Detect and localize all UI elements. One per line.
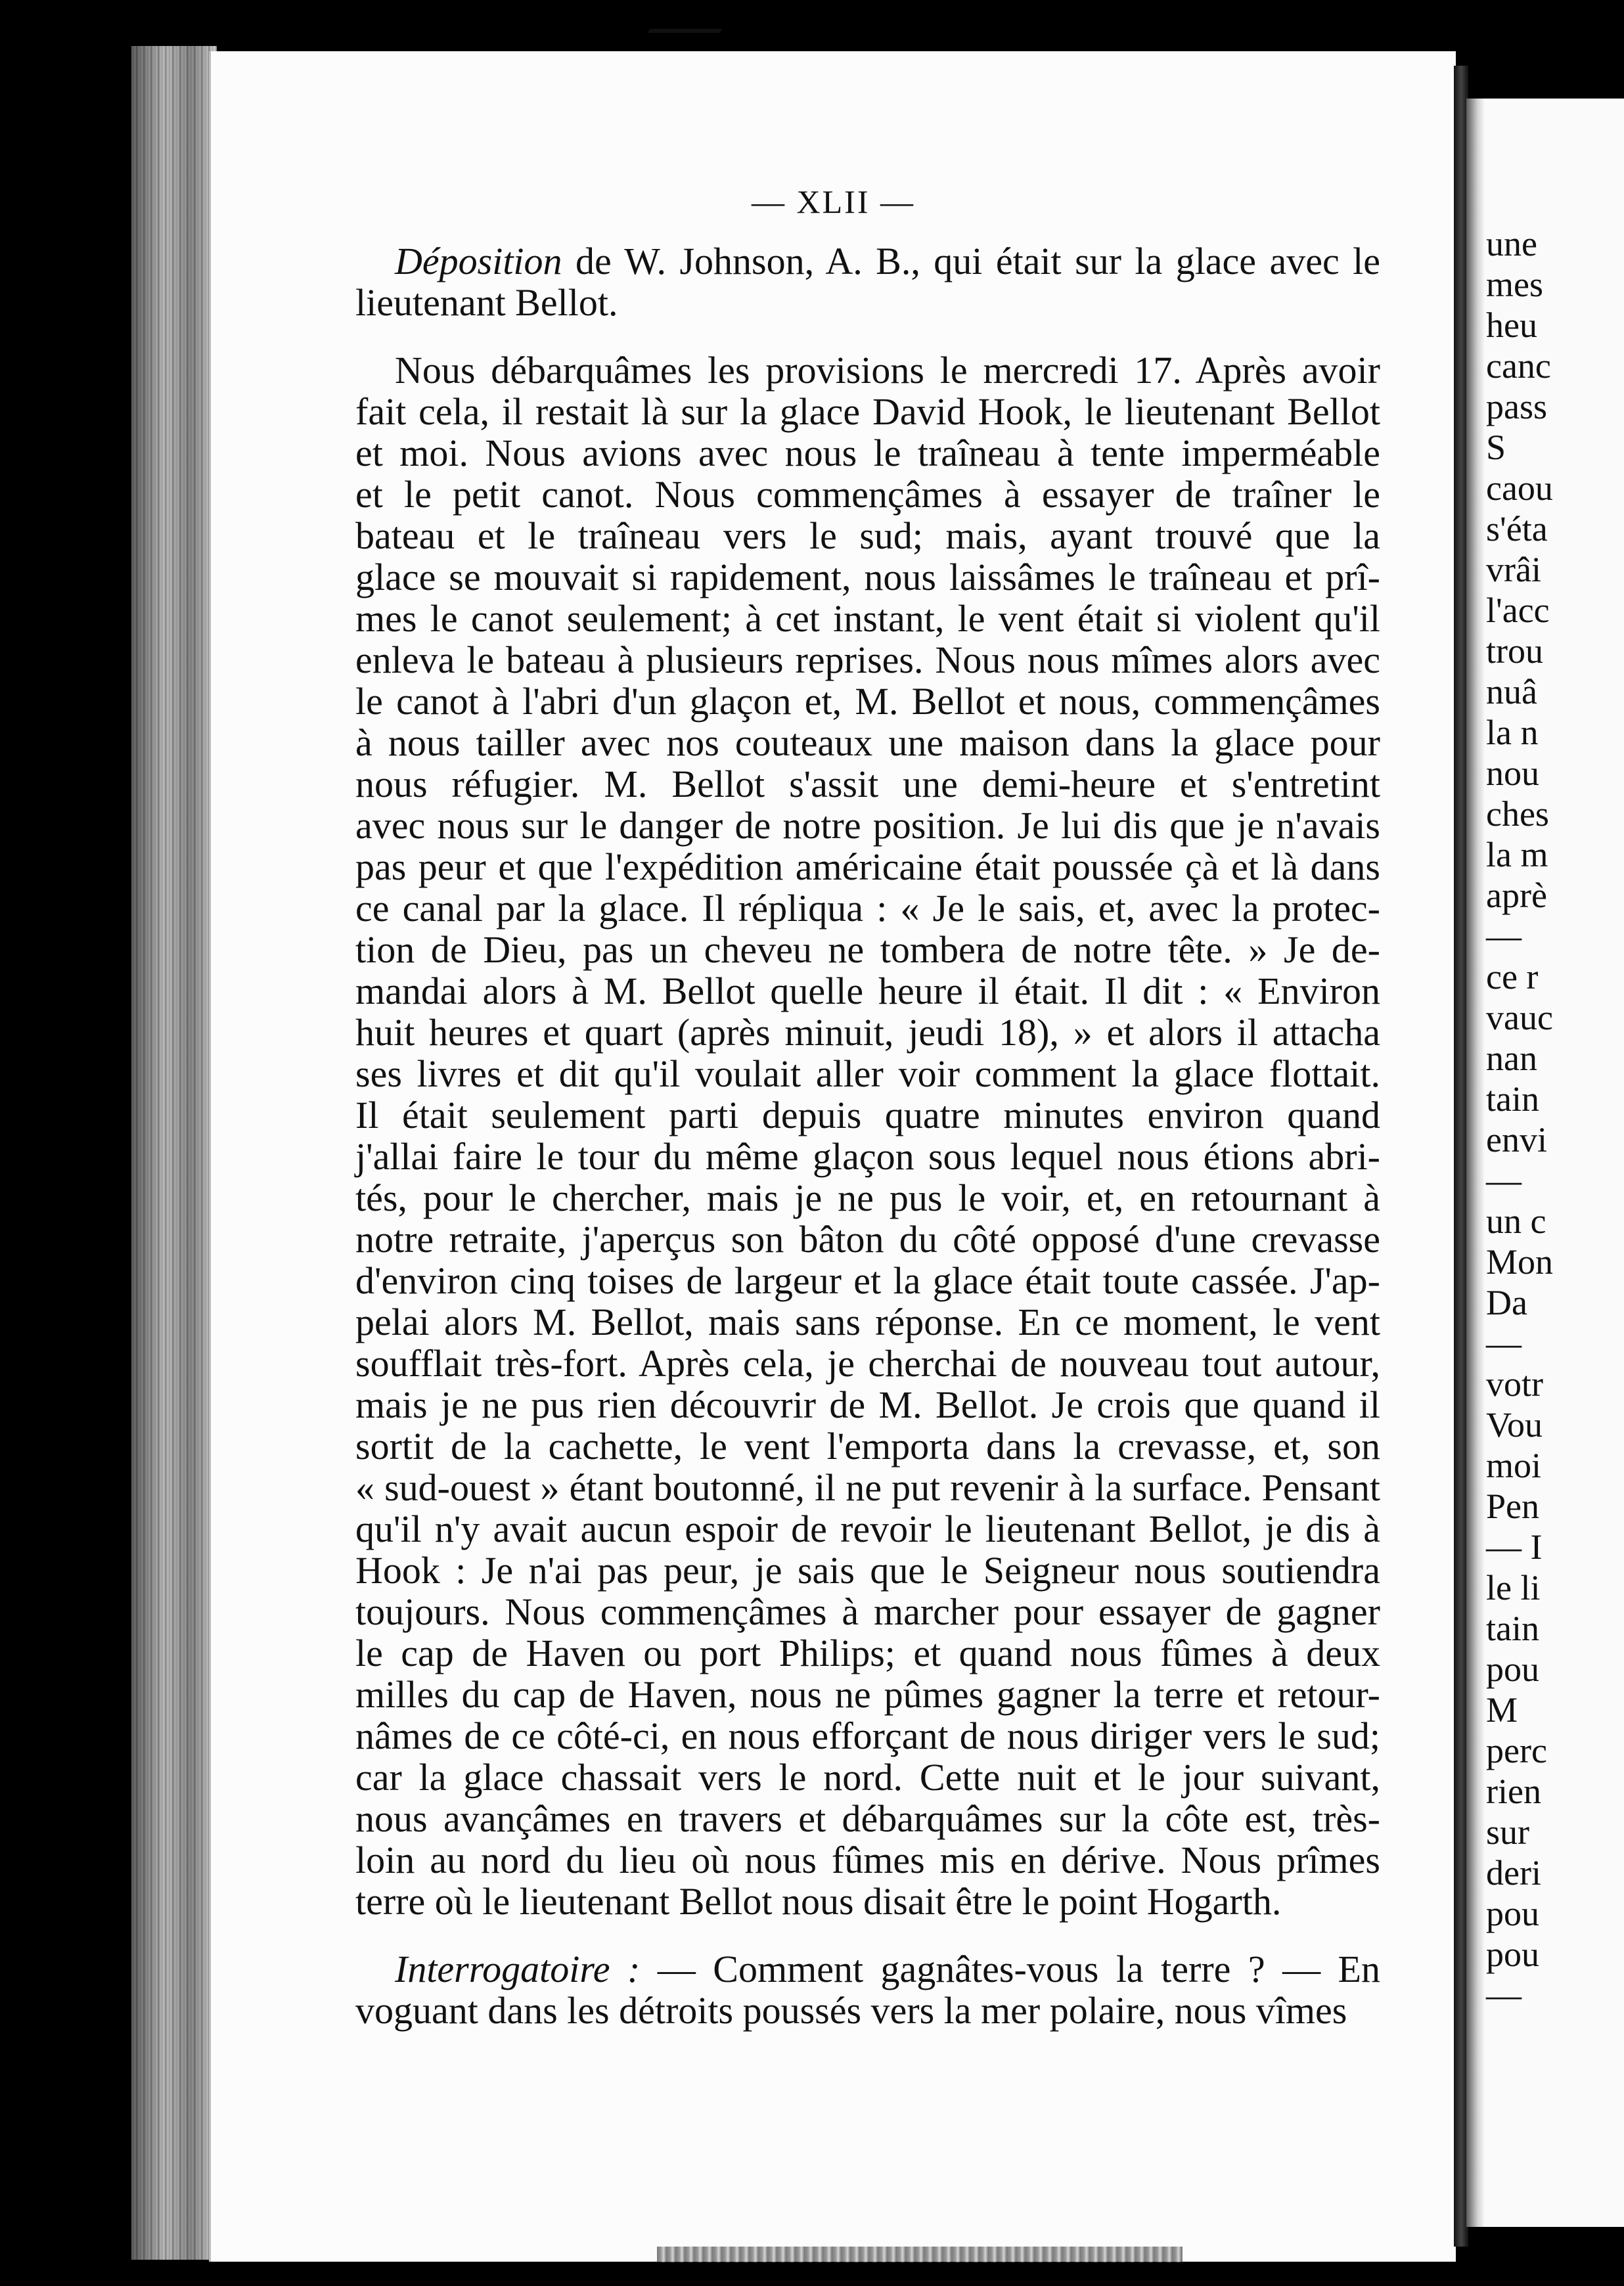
text-line: car la glace chassait vers le nord. Cette nuit et le jour suivant, (355, 1756, 1380, 1799)
right-page-fragment: envi (1486, 1120, 1547, 1159)
right-page-fragment: vauc (1486, 998, 1553, 1037)
text-line: Il était seulement parti depuis quatre minutes environ quand (355, 1094, 1380, 1136)
text-line: fait cela, il restait là sur la glace David Hook, le lieutenant Bellot (355, 390, 1380, 433)
right-page-fragment: nan (1486, 1039, 1537, 1078)
right-page-fragment: l'acc (1486, 591, 1550, 630)
page-body-text (355, 240, 1380, 2057)
right-page-fragment: trou (1486, 631, 1543, 671)
right-page-fragment: la m (1486, 835, 1548, 874)
italic-run-in-heading: Déposition (395, 240, 562, 282)
right-page-fragment: mes (1486, 265, 1543, 304)
text-line: Nous débarquâmes les provisions le mercredi 17. Après avoir (395, 349, 1380, 392)
right-page-fragment: Da (1486, 1283, 1527, 1322)
text-line: sortit de la cachette, le vent l'emporta dans la crevasse, et, son (355, 1425, 1380, 1468)
text-line: notre retraite, j'aperçus son bâton du côté opposé d'une crevasse (355, 1218, 1380, 1261)
text-line: mes le canot seulement; à cet instant, le vent était si violent qu'il (355, 597, 1380, 640)
text-line: j'allai faire le tour du même glaçon sous lequel nous étions abri- (355, 1135, 1380, 1178)
right-page-fragment: vrâi (1486, 550, 1541, 589)
right-page-fragment: le li (1486, 1568, 1541, 1607)
text-line: le canot à l'abri d'un glaçon et, M. Bellot et nous, commençâmes (355, 680, 1380, 723)
right-page-fragment: aprè (1486, 876, 1547, 915)
text-line: loin au nord du lieu où nous fûmes mis en dérive. Nous prîmes (355, 1839, 1380, 1881)
text-line: enleva le bateau à plusieurs reprises. Nous nous mîmes alors avec (355, 639, 1380, 681)
text-line: Hook : Je n'ai pas peur, je sais que le Seigneur nous soutiendra (355, 1549, 1380, 1592)
right-page-fragment: — (1486, 916, 1522, 956)
right-page-fragment: — (1486, 1161, 1522, 1200)
right-page-fragment: — I (1486, 1527, 1543, 1567)
text-line: tion de Dieu, pas un cheveu ne tombera de notre tête. » Je de- (355, 928, 1380, 971)
right-page-fragment: la n (1486, 713, 1539, 752)
text-line: pelai alors M. Bellot, mais sans réponse. En ce moment, le vent (355, 1301, 1380, 1343)
right-page-fragment: moi (1486, 1446, 1542, 1485)
right-page-fragment: s'éta (1486, 509, 1548, 549)
right-page-fragment: perc (1486, 1731, 1547, 1770)
page-stack-shadow (131, 46, 217, 2260)
text-line: ce canal par la glace. Il répliqua : « Je le sais, et, avec la protec- (355, 887, 1380, 930)
text-line: milles du cap de Haven, nous ne pûmes gagner la terre et retour- (355, 1673, 1380, 1716)
text-line: et moi. Nous avions avec nous le traîneau à tente imperméable (355, 432, 1380, 474)
text-line (355, 240, 1380, 282)
right-page-fragment: Mon (1486, 1242, 1554, 1282)
line-text: — Comment gagnâtes-vous la terre ? — En (640, 1948, 1380, 1990)
line-text: de W. Johnson, A. B., qui était sur la glace avec le (562, 240, 1380, 282)
text-line: nous avançâmes en travers et débarquâmes sur la côte est, très- (355, 1797, 1380, 1840)
text-line (355, 1948, 1380, 1990)
text-line: lieutenant Bellot. (355, 281, 618, 324)
text-line: à nous tailler avec nos couteaux une maison dans la glace pour (355, 721, 1380, 764)
paragraph (355, 240, 1380, 323)
right-page-fragment: Vou (1486, 1405, 1543, 1445)
text-line: voguant dans les détroits poussés vers la mer polaire, nous vîmes (355, 1989, 1347, 2032)
right-page-fragment: nuâ (1486, 672, 1537, 711)
text-line: tés, pour le chercher, mais je ne pus le voir, et, en retournant à (355, 1177, 1380, 1219)
right-page-fragment: rien (1486, 1772, 1541, 1811)
right-page-fragment: caou (1486, 468, 1553, 508)
right-page-fragment: pass (1486, 387, 1547, 426)
text-line: « sud-ouest » étant boutonné, il ne put revenir à la surface. Pensant (355, 1466, 1380, 1509)
text-line: d'environ cinq toises de largeur et la glace était toute cassée. J'ap- (355, 1259, 1380, 1302)
text-line: glace se mouvait si rapidement, nous laissâmes le traîneau et prî- (355, 556, 1380, 598)
text-line: avec nous sur le danger de notre position. Je lui dis que je n'avais (355, 804, 1380, 847)
text-line: qu'il n'y avait aucun espoir de revoir le lieutenant Bellot, je dis à (355, 1508, 1380, 1550)
text-line: et le petit canot. Nous commençâmes à essayer de traîner le (355, 473, 1380, 516)
right-page-fragment: une (1486, 224, 1537, 263)
right-page-fragment: pou (1486, 1894, 1539, 1933)
right-page-fragment: sur (1486, 1812, 1529, 1852)
paragraph (355, 349, 1380, 1922)
left-page (209, 51, 1456, 2262)
text-line: le cap de Haven ou port Philips; et quand nous fûmes à deux (355, 1632, 1380, 1674)
right-page-fragment: nou (1486, 753, 1539, 793)
right-page-fragment: — (1486, 1975, 1522, 2015)
page-number-header: — XLII — (752, 183, 915, 220)
right-page-fragment: Pen (1486, 1487, 1539, 1526)
text-line: ses livres et dit qu'il voulait aller voir comment la glace flottait. (355, 1052, 1380, 1095)
scan-artifact-mark (648, 0, 739, 33)
text-line: nâmes de ce côté-ci, en nous efforçant de nous diriger vers le sud; (355, 1714, 1380, 1757)
text-line: mais je ne pus rien découvrir de M. Bellot. Je crois que quand il (355, 1383, 1380, 1426)
right-page-fragment: ches (1486, 794, 1549, 834)
right-page-fragment: ce r (1486, 957, 1539, 997)
right-page-fragment: tain (1486, 1609, 1539, 1648)
text-line: mandai alors à M. Bellot quelle heure il était. Il dit : « Environ (355, 970, 1380, 1012)
right-page-fragment: canc (1486, 346, 1551, 386)
text-line: toujours. Nous commençâmes à marcher pour essayer de gagner (355, 1590, 1380, 1633)
scan-artifact-strip (657, 2247, 1183, 2262)
right-page-fragment: — (1486, 1324, 1522, 1363)
text-line: pas peur et que l'expédition américaine était poussée çà et là dans (355, 845, 1380, 888)
right-page-fragment: pou (1486, 1935, 1539, 1974)
paragraph (355, 1948, 1380, 2031)
text-line: nous réfugier. M. Bellot s'assit une demi-heure et s'entretint (355, 763, 1380, 805)
text-line: huit heures et quart (après minuit, jeudi 18), » et alors il attacha (355, 1011, 1380, 1054)
right-page-fragment: votr (1486, 1364, 1543, 1404)
right-page-fragment: M (1486, 1690, 1518, 1730)
right-page-fragment: heu (1486, 305, 1537, 345)
right-page-text-fragments (1486, 223, 1624, 2015)
right-page-fragment: tain (1486, 1079, 1539, 1119)
right-page-fragment: un c (1486, 1201, 1546, 1241)
right-page-fragment: deri (1486, 1853, 1541, 1893)
text-line: terre où le lieutenant Bellot nous disait être le point Hogarth. (355, 1880, 1282, 1923)
right-page-fragment: pou (1486, 1649, 1539, 1689)
text-line: bateau et le traîneau vers le sud; mais, ayant trouvé que la (355, 514, 1380, 557)
right-page-fragment: S (1486, 428, 1506, 467)
text-line: soufflait très-fort. Après cela, je cherchai de nouveau tout autour, (355, 1342, 1380, 1385)
italic-run-in-heading: Interrogatoire : (395, 1948, 641, 1990)
